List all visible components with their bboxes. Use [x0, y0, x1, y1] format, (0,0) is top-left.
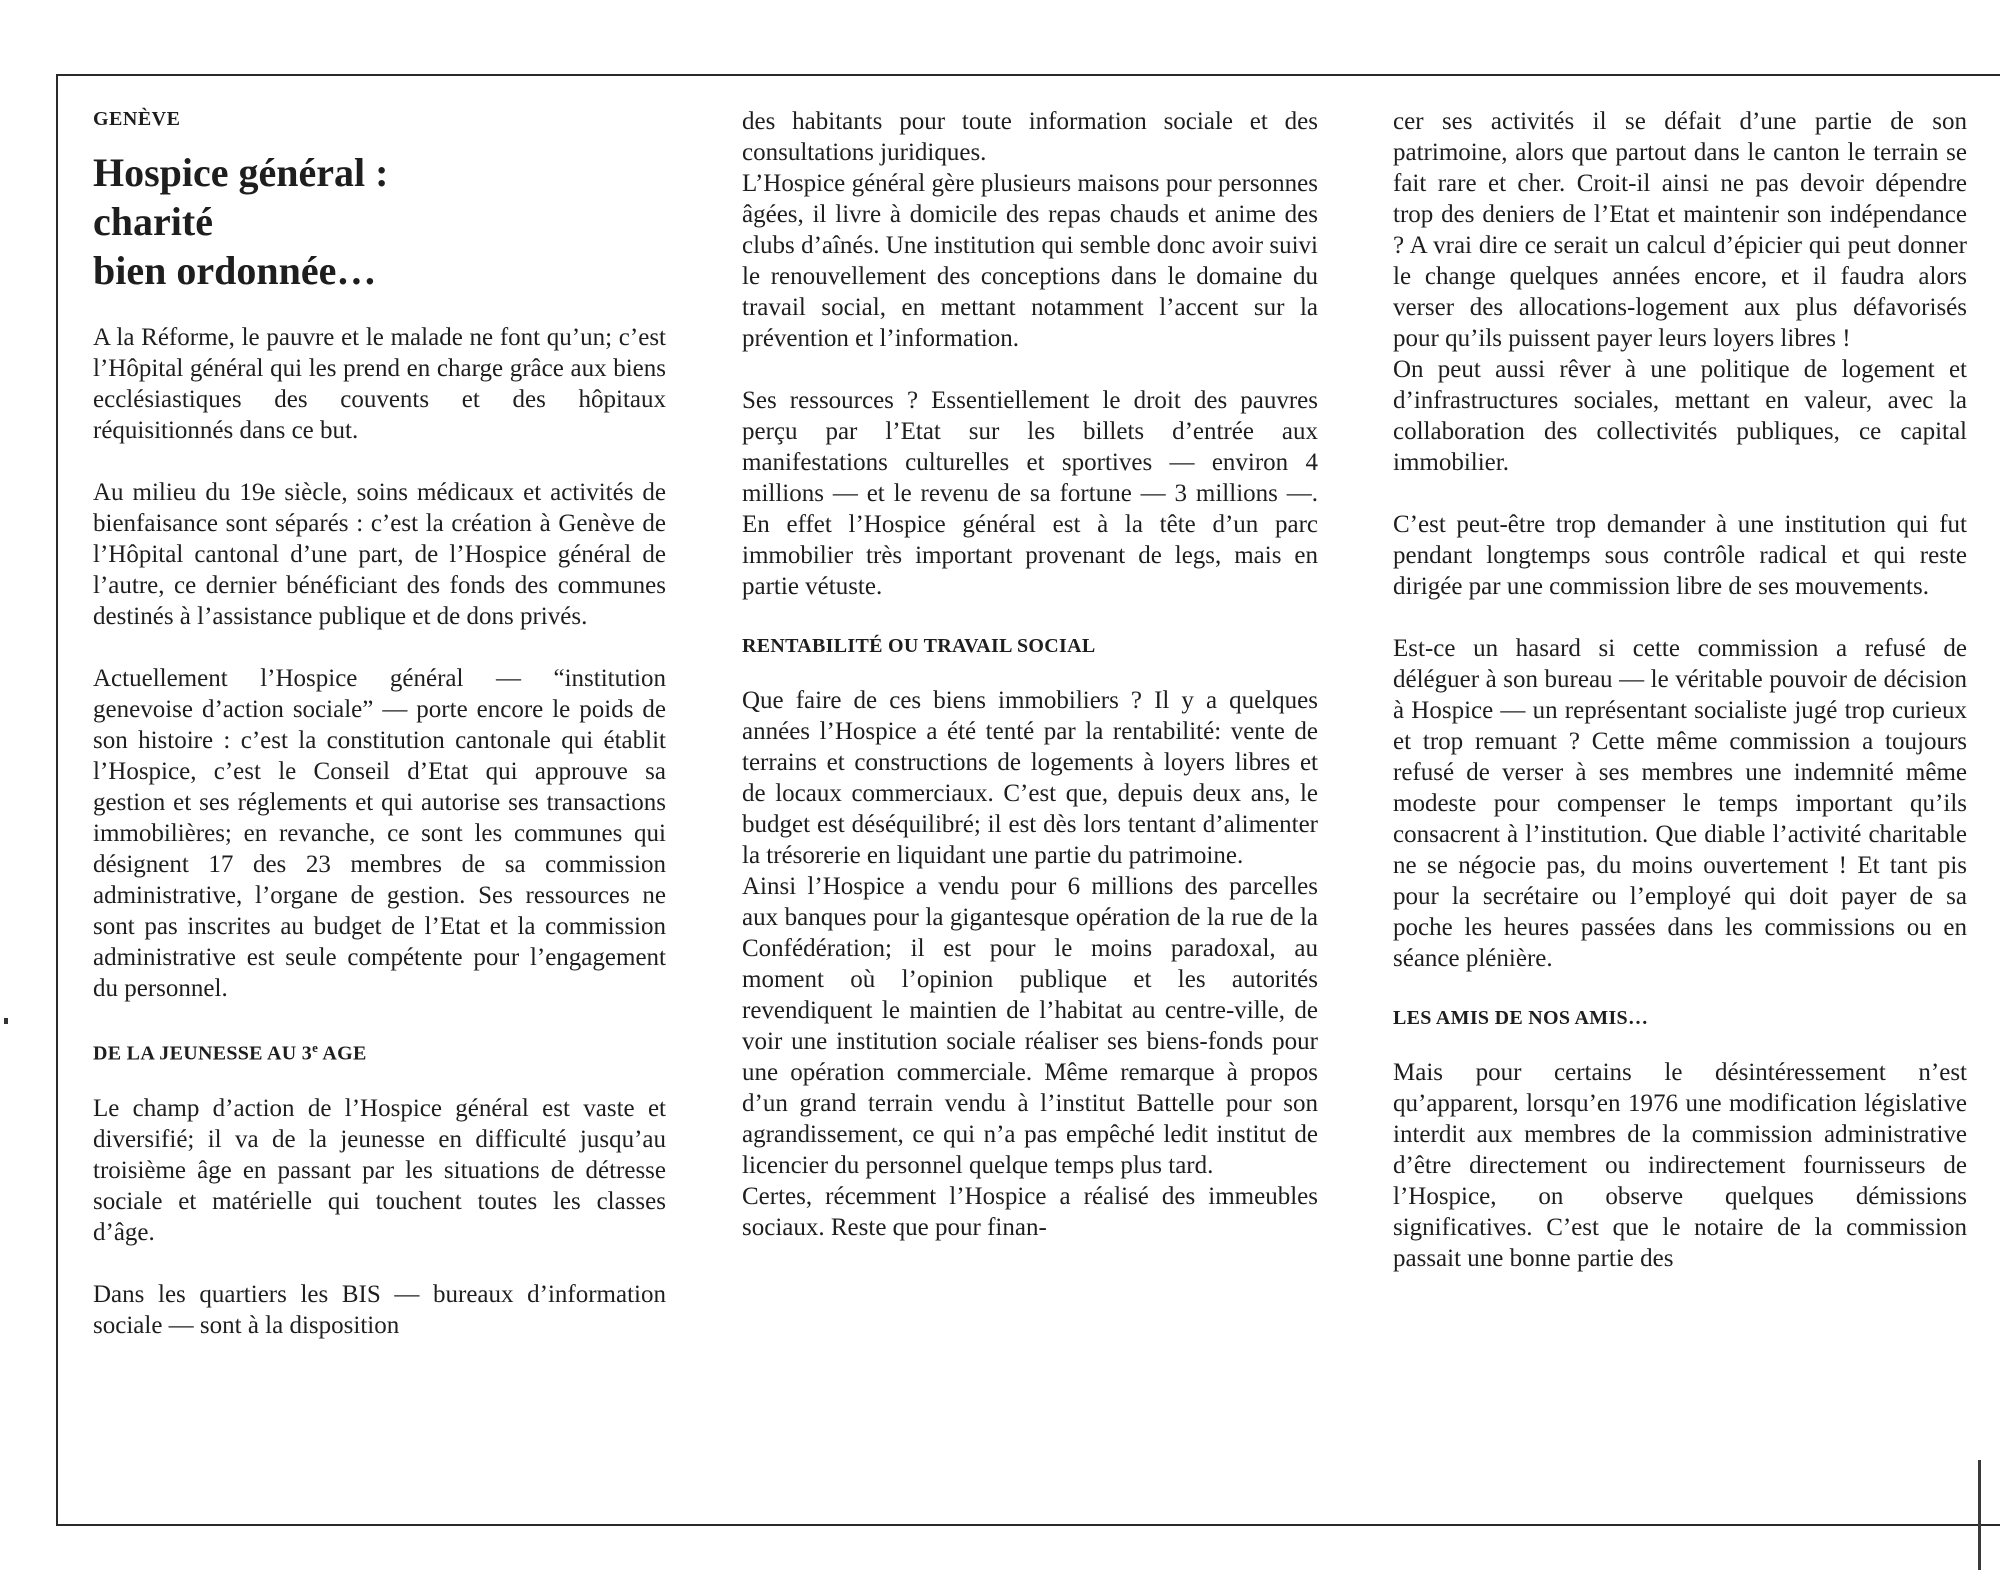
paragraph: On peut aussi rêver à une politique de logement et d’infrastructures sociales, mettant en valeur, avec la collaboration des collectivités publiques, ce capital immobilier. — [1393, 356, 1967, 476]
paragraph: Au milieu du 19e siècle, soins médicaux et activités de bienfaisance sont séparés : c’est la création à Genève de l’Hôpital cantonal d’une part, de l’Hospice général de l’autre, ce dernier bénéficiant des fonds des communes destinés à l’assistance publique et de dons privés. — [93, 479, 666, 630]
column-2 — [742, 106, 1318, 1243]
paragraph: Dans les quartiers les BIS — bureaux d’information sociale — sont à la disposition — [93, 1280, 666, 1339]
subheading: LES AMIS DE NOS AMIS… — [1393, 1007, 1649, 1029]
paragraph: Le champ d’action de l’Hospice général est vaste et diversifié; il va de la jeunesse en difficulté jusqu’au troisième âge en passant par les situations de détresse sociale et matérielle qui touchent toutes les classes d’âge. — [93, 1094, 666, 1246]
paragraph: Actuellement l’Hospice général — “institution genevoise d’action sociale” — porte encore le poids de son histoire : c’est la constitution cantonale qui établit l’Hospice, c’est le Conseil d’Etat qui approuve sa gestion et ses réglements et qui autorise ses transactions immobilières; en revanche, ce sont les communes qui désignent 17 des 23 membres de sa commission administrative, l’organe de gestion. Ses ressources ne sont pas inscrites au budget de l’Etat et la commission administrative est seule compétente pour l’engagement du personnel. — [93, 665, 666, 1002]
paragraph: L’Hospice général gère plusieurs maisons pour personnes âgées, il livre à domicile des repas chauds et anime des clubs d’aînés. Une institution qui semble donc avoir suivi le renouvellement des conceptions dans le domaine du travail social, en mettant notamment l’accent sur la prévention et l’information. — [742, 170, 1318, 352]
paragraph: A la Réforme, le pauvre et le malade ne font qu’un; c’est l’Hôpital général qui les prend en charge grâce aux biens ecclésiastiques des couvents et des hôpitaux réquisitionnés dans ce but. — [93, 324, 666, 444]
margin-mark — [4, 1018, 8, 1024]
page-edge — [1978, 1460, 1981, 1570]
paragraph: Ainsi l’Hospice a vendu pour 6 millions des parcelles aux banques pour la gigantesque opération de la rue de la Confédération; il est pour le moins paradoxal, au moment où l’opinion publique et les autorités revendiquent le maintien de l’habitat au centre-ville, de voir une institution sociale réaliser ses biens-fonds pour une opération commerciale. Même remarque à propos d’un grand terrain vendu à l’institut Battelle pour son agrandissement, ce qui n’a pas empêché ledit institut de licencier du personnel quelque temps plus tard. — [742, 873, 1318, 1179]
paragraph: Mais pour certains le désintéressement n’est qu’apparent, lorsqu’en 1976 une modification législative interdit aux membres de la commission administrative d’être directement ou indirectement fournisseurs de l’Hospice, on observe quelques démissions significatives. C’est que le notaire de la commission passait une bonne partie des — [1393, 1059, 1967, 1272]
column-3 — [1393, 106, 1967, 1274]
paragraph: Ses ressources ? Essentiellement le droit des pauvres perçu par l’Etat sur les billets d’entrée aux manifestations culturelles et sportives — environ 4 millions — et le revenu de sa fortune — 3 millions —. En effet l’Hospice général est à la tête d’un parc immobilier très important provenant de legs, mais en partie vétuste. — [742, 387, 1318, 600]
paragraph: Est-ce un hasard si cette commission a refusé de déléguer à son bureau — le véritable pouvoir de décision à Hospice — un représentant socialiste jugé trop curieux et trop remuant ? Cette même commission a toujours refusé de verser à ses membres une indemnité même modeste pour compenser le temps important qu’ils consacrent à l’institution. Que diable l’activité charitable ne se négocie pas, du moins ouvertement ! Et tant pis pour la secrétaire ou l’employé qui doit payer de sa poche les heures passées dans les commissions ou en séance plénière. — [1393, 635, 1967, 972]
subheading: RENTABILITÉ OU TRAVAIL SOCIAL — [742, 635, 1096, 657]
title-line-1: Hospice général : — [93, 150, 389, 195]
article-title — [93, 148, 666, 295]
paragraph: cer ses activités il se défait d’une partie de son patrimoine, alors que partout dans le canton le terrain se fait rare et cher. Croit-il ainsi ne pas devoir dépendre trop des deniers de l’Etat et maintenir son indépendance ? A vrai dire ce serait un calcul d’épicier qui peut donner le change quelques années encore, et il faudra alors verser des allocations-logement aux plus défavorisés pour qu’ils puissent payer leurs loyers libres ! — [1393, 108, 1967, 352]
paragraph: des habitants pour toute information sociale et des consultations juridiques. — [742, 108, 1318, 166]
subheading: DE LA JEUNESSE AU 3e AGE — [93, 1040, 367, 1065]
title-line-3: bien ordonnée… — [93, 248, 377, 293]
paragraph: Que faire de ces biens immobiliers ? Il y a quelques années l’Hospice a été tenté par la rentabilité: vente de terrains et constructions de logements à loyers libres et de locaux commerciaux. C’est que, depuis deux ans, le budget est déséquilibré; il est dès lors tentant d’alimenter la trésorerie en liquidant une partie du patrimoine. — [742, 687, 1318, 869]
column-1 — [93, 108, 666, 1341]
section-label: GENÈVE — [93, 108, 181, 130]
paragraph: Certes, récemment l’Hospice a réalisé des immeubles sociaux. Reste que pour finan- — [742, 1183, 1318, 1241]
title-line-2: charité — [93, 199, 213, 244]
paragraph: C’est peut-être trop demander à une institution qui fut pendant longtemps sous contrôle radical et qui reste dirigée par une commission libre de ses mouvements. — [1393, 511, 1967, 600]
